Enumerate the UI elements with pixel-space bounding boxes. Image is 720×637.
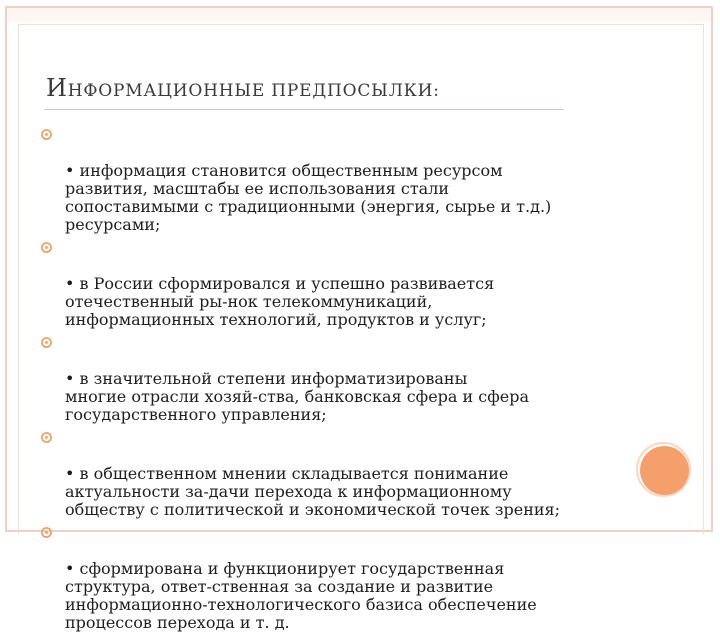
title-underline — [44, 109, 564, 110]
list-item — [40, 126, 630, 234]
bullet-text: • сформирована и функционирует государственная структура, ответ-ственная за создание и развитие информационно-технологического базиса обеспечение процессов перехода и т. д. — [65, 559, 537, 632]
decorative-orange-circle — [640, 446, 689, 495]
open-circle-bullet-icon — [40, 128, 53, 141]
open-circle-bullet-icon — [40, 431, 53, 444]
bullet-text: • в общественном мнении складывается понимание актуальности за-дачи перехода к информационному обществу с политической и экономической точек зрения; — [65, 464, 561, 519]
open-circle-bullet-icon — [40, 241, 53, 254]
slide-title-initial: И — [46, 74, 68, 102]
open-circle-bullet-icon — [40, 336, 53, 349]
frame-top-band — [7, 8, 711, 22]
slide-title — [46, 74, 440, 102]
slide-title-rest: НФОРМАЦИОННЫЕ ПРЕДПОСЫЛКИ: — [67, 81, 440, 101]
bullet-text: • в России сформировался и успешно развивается отечественный ры-нок телекоммуникаций, информационных технологий, продуктов и услуг; — [65, 274, 495, 329]
bullet-list — [40, 126, 630, 637]
list-item — [40, 524, 630, 632]
list-item — [40, 239, 630, 329]
open-circle-bullet-icon — [40, 526, 53, 539]
bullet-text: • в значительной степени информатизированы многие отрасли хозяй-ства, банковская сфера и сфера государственного управления; — [65, 369, 530, 424]
bullet-text: • информация становится общественным ресурсом развития, масштабы ее использования стали сопоставимыми с традиционными (энергия, сырье и т.д.) ресурсами; — [65, 161, 552, 234]
list-item — [40, 334, 630, 424]
list-item — [40, 429, 630, 519]
